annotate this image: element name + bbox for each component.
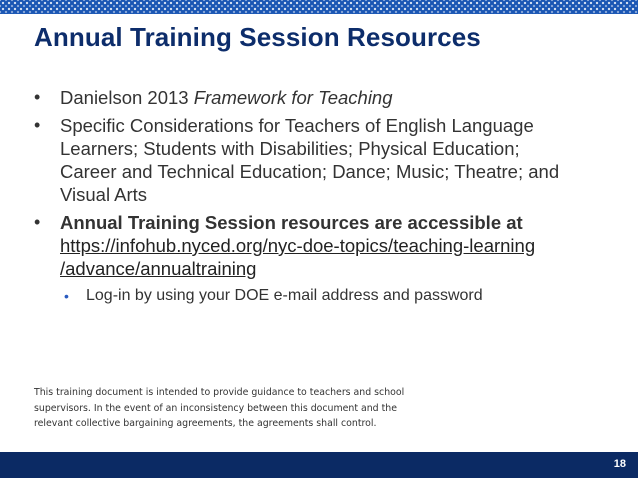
bullet-text: Danielson 2013 (60, 87, 194, 108)
resource-link-line2[interactable]: /advance/annualtraining (60, 258, 257, 279)
bullet-dot-icon: • (34, 115, 41, 135)
sub-bullet-dot-icon: • (64, 288, 69, 304)
bullet-italic-text: Framework for Teaching (193, 87, 393, 108)
bullet-item-danielson (34, 86, 574, 109)
slide-title: Annual Training Session Resources (34, 22, 481, 52)
bullet-bold-text: Annual Training Session resources are accessible at (60, 212, 523, 233)
bullet-text: Specific Considerations for Teachers of English Language Learners; Students with Disabilities; Physical Education; Career and Technical Education; Dance; Music; Theatre; and Visual Arts (60, 115, 560, 205)
page-number: 18 (613, 458, 626, 470)
footer-bar (0, 452, 638, 478)
sub-bullet-text: Log-in by using your DOE e-mail address and password (86, 287, 483, 304)
top-decorative-stripe (0, 0, 638, 14)
resource-link[interactable] (60, 235, 535, 279)
disclaimer-text: This training document is intended to provide guidance to teachers and school supervisors. In the event of an inconsistency between this document and the relevant collective bargaining agreements, the agreements shall control. (34, 387, 405, 429)
bullet-item-resources (34, 211, 574, 280)
bullet-dot-icon: • (34, 87, 41, 107)
bullet-item-considerations (34, 114, 574, 206)
sub-bullet-login (34, 285, 574, 307)
bullet-list (34, 86, 574, 307)
resource-link-line1[interactable]: https://infohub.nyced.org/nyc-doe-topics/teaching-learning (60, 235, 536, 256)
bullet-dot-icon: • (34, 212, 41, 232)
